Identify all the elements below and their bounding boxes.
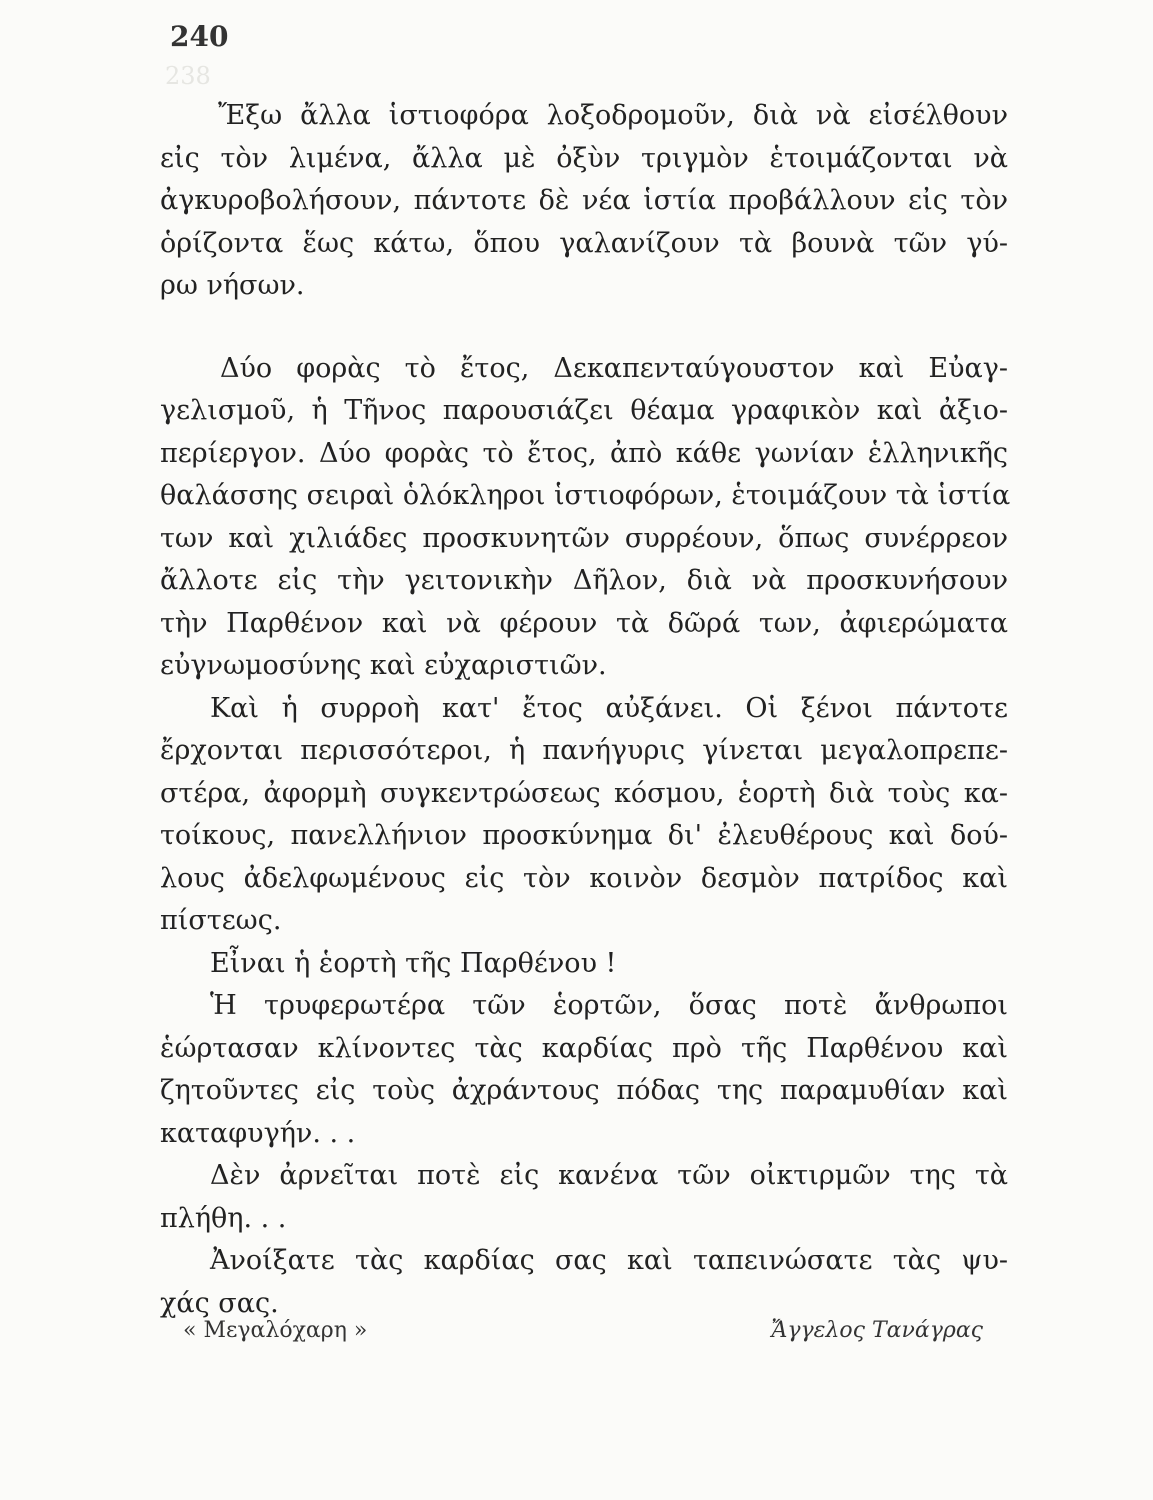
paragraph-6 [160, 1155, 1008, 1240]
text-line: ἀγκυροβολήσουν, πάντοτε δὲ νέα ἱστία προβάλλουν εἰς τὸν [160, 185, 1008, 216]
text-line: Ἀνοίξατε τὰς καρδίας σας καὶ ταπεινώσατε τὰς ψυ- [210, 1245, 1008, 1276]
paragraph-3 [160, 688, 1008, 943]
author-name: Ἄγγελος Τανάγρας [771, 1318, 983, 1343]
text-line: ρω νήσων. [160, 270, 305, 301]
text-line: πλήθη. . . [160, 1202, 287, 1234]
text-line: ἑώρτασαν κλίνοντες τὰς καρδίας πρὸ τῆς Παρθένου καὶ [160, 1032, 1008, 1064]
text-line: περίεργον. Δύο φορὰς τὸ ἔτος, ἀπὸ κάθε γωνίαν ἑλληνικῆς [160, 437, 1008, 469]
paragraph-7 [160, 1240, 1008, 1325]
text-line: καταφυγήν. . . [160, 1117, 356, 1149]
text-line: Ἔξω ἄλλα ἱστιοφόρα λοξοδρομοῦν, διὰ νὰ εἰσέλθουν [218, 100, 1008, 131]
text-line: πίστεως. [160, 905, 282, 936]
text-line: ζητοῦντες εἰς τοὺς ἀχράντους πόδας της παραμυθίαν καὶ [160, 1075, 1008, 1106]
paragraph-2 [160, 348, 1011, 688]
page-number: 240 [170, 20, 229, 53]
text-line: στέρα, ἀφορμὴ συγκεντρώσεως κόσμου, ἑορτὴ διὰ τοὺς κα- [160, 777, 1008, 809]
text-line: θαλάσσης σειραὶ ὁλόκληροι ἱστιοφόρων, ἑτοιμάζουν τὰ ἱστία [160, 480, 1011, 511]
text-line: Δὲν ἀρνεῖται ποτὲ εἰς κανένα τῶν οἰκτιρμῶν της τὰ [210, 1160, 1008, 1191]
text-line: τὴν Παρθένον καὶ νὰ φέρουν τὰ δῶρά των, ἀφιερώματα [160, 607, 1008, 639]
text-line: ὁρίζοντα ἕως κάτω, ὅπου γαλανίζουν τὰ βουνὰ τῶν γύ- [160, 227, 1008, 259]
text-line: χάς σας. [160, 1287, 279, 1319]
text-line: λους ἀδελφωμένους εἰς τὸν κοινὸν δεσμὸν πατρίδος καὶ [160, 862, 1008, 894]
document-body [160, 95, 1011, 1325]
text-line: τοίκους, πανελλήνιον προσκύνημα δι' ἐλευθέρους καὶ δού- [160, 820, 1008, 851]
paragraph-gap [160, 308, 1008, 348]
paragraph-5 [160, 985, 1008, 1155]
paragraph-1 [160, 95, 1008, 308]
text-line: Δύο φορὰς τὸ ἔτος, Δεκαπενταύγουστον καὶ Εὐαγ- [220, 352, 1008, 384]
text-line: ἔρχονται περισσότεροι, ἡ πανήγυρις γίνεται μεγαλοπρεπε- [160, 735, 1008, 766]
text-line: εὐγνωμοσύνης καὶ εὐχαριστιῶν. [160, 650, 607, 681]
text-line: γελισμοῦ, ἡ Τῆνος παρουσιάζει θέαμα γραφικὸν καὶ ἀξιο- [160, 395, 1008, 426]
text-line: Ἡ τρυφερωτέρα τῶν ἑορτῶν, ὅσας ποτὲ ἄνθρωποι [210, 990, 1008, 1021]
text-line: των καὶ χιλιάδες προσκυνητῶν συρρέουν, ὅπως συνέρρεον [160, 522, 1008, 554]
paragraph-4 [160, 943, 1008, 986]
bleed-through-page-number: 238 [165, 62, 211, 90]
text-line: ἄλλοτε εἰς τὴν γειτονικὴν Δῆλον, διὰ νὰ προσκυνήσουν [160, 565, 1008, 596]
text-line: Εἶναι ἡ ἑορτὴ τῆς Παρθένου ! [210, 947, 617, 979]
text-line: εἰς τὸν λιμένα, ἄλλα μὲ ὀξὺν τριγμὸν ἑτοιμάζονται νὰ [160, 142, 1008, 174]
source-title: « Μεγαλόχαρη » [183, 1318, 368, 1343]
text-line: Καὶ ἡ συρροὴ κατ' ἔτος αὐξάνει. Οἱ ξένοι πάντοτε [210, 692, 1008, 724]
